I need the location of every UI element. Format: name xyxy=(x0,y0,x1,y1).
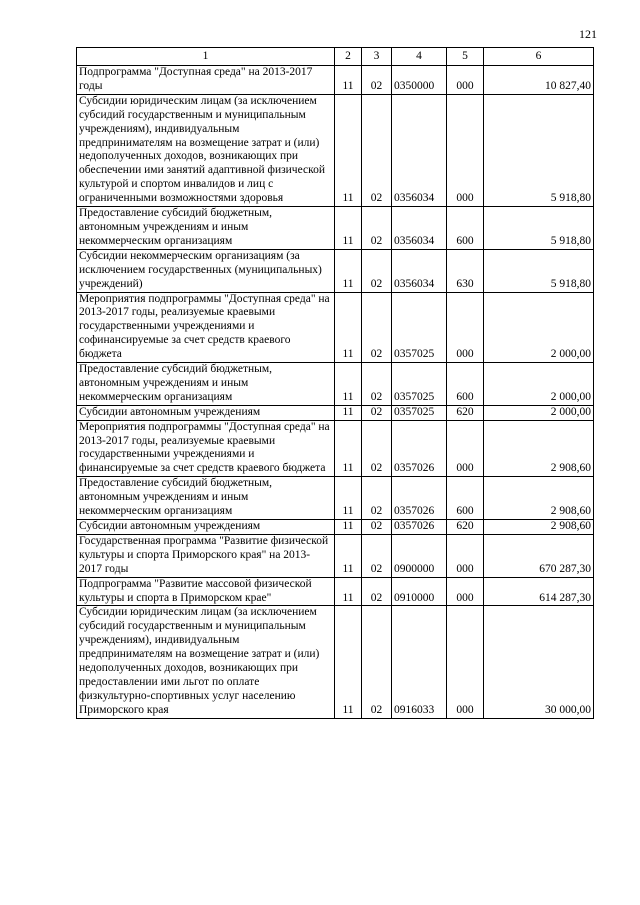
section-code-cell: 11 xyxy=(335,520,362,535)
expense-type-cell: 000 xyxy=(447,292,484,363)
row-name-cell: Подпрограмма "Развитие массовой физической культуры и спорта в Приморском крае" xyxy=(77,577,335,606)
section-code-cell: 11 xyxy=(335,207,362,250)
expense-type-cell: 600 xyxy=(447,207,484,250)
section-code-cell: 11 xyxy=(335,66,362,95)
subsection-code-cell: 02 xyxy=(362,577,392,606)
row-name-cell: Субсидии юридическим лицам (за исключением субсидий государственным и муниципальным учреждениям), индивидуальным предпринимателям на возмещение затрат и (или) недополученных доходов, возникающих при предоставлении ими льгот по оплате физкультурно-спортивных услуг населению Приморского края xyxy=(77,606,335,718)
subsection-code-cell: 02 xyxy=(362,477,392,520)
row-name-cell: Мероприятия подпрограммы "Доступная среда" на 2013-2017 годы, реализуемые краевыми государственными учреждениями и софинансируемые за счет средств краевого бюджета xyxy=(77,292,335,363)
amount-cell: 2 908,60 xyxy=(484,477,594,520)
target-article-cell: 0916033 xyxy=(392,606,447,718)
target-article-cell: 0357025 xyxy=(392,363,447,406)
amount-cell: 2 908,60 xyxy=(484,420,594,477)
expense-type-cell: 000 xyxy=(447,94,484,206)
header-col-3: 3 xyxy=(362,48,392,66)
target-article-cell: 0357025 xyxy=(392,405,447,420)
table-row xyxy=(77,405,594,420)
table-row xyxy=(77,477,594,520)
subsection-code-cell: 02 xyxy=(362,534,392,577)
row-name-cell: Субсидии автономным учреждениям xyxy=(77,405,335,420)
target-article-cell: 0357026 xyxy=(392,520,447,535)
table-row xyxy=(77,363,594,406)
header-col-2: 2 xyxy=(335,48,362,66)
expense-type-cell: 000 xyxy=(447,534,484,577)
amount-cell: 2 908,60 xyxy=(484,520,594,535)
expense-type-cell: 600 xyxy=(447,363,484,406)
table-row xyxy=(77,94,594,206)
subsection-code-cell: 02 xyxy=(362,420,392,477)
table-row xyxy=(77,249,594,292)
row-name-cell: Субсидии автономным учреждениям xyxy=(77,520,335,535)
subsection-code-cell: 02 xyxy=(362,363,392,406)
amount-cell: 5 918,80 xyxy=(484,207,594,250)
subsection-code-cell: 02 xyxy=(362,520,392,535)
table-row xyxy=(77,66,594,95)
subsection-code-cell: 02 xyxy=(362,207,392,250)
amount-cell: 2 000,00 xyxy=(484,405,594,420)
row-name-cell: Субсидии некоммерческим организациям (за исключением государственных (муниципальных) учреждений) xyxy=(77,249,335,292)
expense-type-cell: 000 xyxy=(447,66,484,95)
amount-cell: 5 918,80 xyxy=(484,94,594,206)
table-header-row xyxy=(77,48,594,66)
row-name-cell: Предоставление субсидий бюджетным, автономным учреждениям и иным некоммерческим организациям xyxy=(77,207,335,250)
expense-type-cell: 620 xyxy=(447,405,484,420)
row-name-cell: Предоставление субсидий бюджетным, автономным учреждениям и иным некоммерческим организациям xyxy=(77,363,335,406)
header-col-5: 5 xyxy=(447,48,484,66)
section-code-cell: 11 xyxy=(335,534,362,577)
section-code-cell: 11 xyxy=(335,249,362,292)
page-number: 121 xyxy=(579,27,597,41)
table-row xyxy=(77,577,594,606)
table-row xyxy=(77,420,594,477)
budget-table xyxy=(76,47,594,719)
section-code-cell: 11 xyxy=(335,606,362,718)
target-article-cell: 0350000 xyxy=(392,66,447,95)
amount-cell: 5 918,80 xyxy=(484,249,594,292)
header-col-1: 1 xyxy=(77,48,335,66)
header-col-4: 4 xyxy=(392,48,447,66)
row-name-cell: Субсидии юридическим лицам (за исключением субсидий государственным и муниципальным учреждениям), индивидуальным предпринимателям на возмещение затрат и (или) недополученных доходов, возникающих при обеспечении ими занятий адаптивной физической культурой и спортом инвалидов и лиц с ограниченными возможностями здоровья xyxy=(77,94,335,206)
expense-type-cell: 600 xyxy=(447,477,484,520)
header-col-6: 6 xyxy=(484,48,594,66)
row-name-cell: Мероприятия подпрограммы "Доступная среда" на 2013-2017 годы, реализуемые краевыми государственными учреждениями и финансируемые за счет средств краевого бюджета xyxy=(77,420,335,477)
section-code-cell: 11 xyxy=(335,363,362,406)
target-article-cell: 0357026 xyxy=(392,477,447,520)
target-article-cell: 0357025 xyxy=(392,292,447,363)
section-code-cell: 11 xyxy=(335,94,362,206)
amount-cell: 10 827,40 xyxy=(484,66,594,95)
subsection-code-cell: 02 xyxy=(362,292,392,363)
amount-cell: 670 287,30 xyxy=(484,534,594,577)
section-code-cell: 11 xyxy=(335,292,362,363)
table-row xyxy=(77,292,594,363)
table-row xyxy=(77,520,594,535)
section-code-cell: 11 xyxy=(335,420,362,477)
table-row xyxy=(77,207,594,250)
expense-type-cell: 620 xyxy=(447,520,484,535)
subsection-code-cell: 02 xyxy=(362,66,392,95)
section-code-cell: 11 xyxy=(335,577,362,606)
amount-cell: 614 287,30 xyxy=(484,577,594,606)
section-code-cell: 11 xyxy=(335,405,362,420)
expense-type-cell: 000 xyxy=(447,420,484,477)
subsection-code-cell: 02 xyxy=(362,606,392,718)
subsection-code-cell: 02 xyxy=(362,405,392,420)
target-article-cell: 0357026 xyxy=(392,420,447,477)
amount-cell: 2 000,00 xyxy=(484,292,594,363)
table-row xyxy=(77,606,594,718)
target-article-cell: 0356034 xyxy=(392,249,447,292)
expense-type-cell: 000 xyxy=(447,606,484,718)
amount-cell: 2 000,00 xyxy=(484,363,594,406)
target-article-cell: 0356034 xyxy=(392,94,447,206)
target-article-cell: 0900000 xyxy=(392,534,447,577)
row-name-cell: Подпрограмма "Доступная среда" на 2013-2017 годы xyxy=(77,66,335,95)
section-code-cell: 11 xyxy=(335,477,362,520)
target-article-cell: 0910000 xyxy=(392,577,447,606)
subsection-code-cell: 02 xyxy=(362,94,392,206)
row-name-cell: Предоставление субсидий бюджетным, автономным учреждениям и иным некоммерческим организациям xyxy=(77,477,335,520)
subsection-code-cell: 02 xyxy=(362,249,392,292)
row-name-cell: Государственная программа "Развитие физической культуры и спорта Приморского края" на 2013-2017 годы xyxy=(77,534,335,577)
amount-cell: 30 000,00 xyxy=(484,606,594,718)
expense-type-cell: 630 xyxy=(447,249,484,292)
target-article-cell: 0356034 xyxy=(392,207,447,250)
expense-type-cell: 000 xyxy=(447,577,484,606)
table-row xyxy=(77,534,594,577)
